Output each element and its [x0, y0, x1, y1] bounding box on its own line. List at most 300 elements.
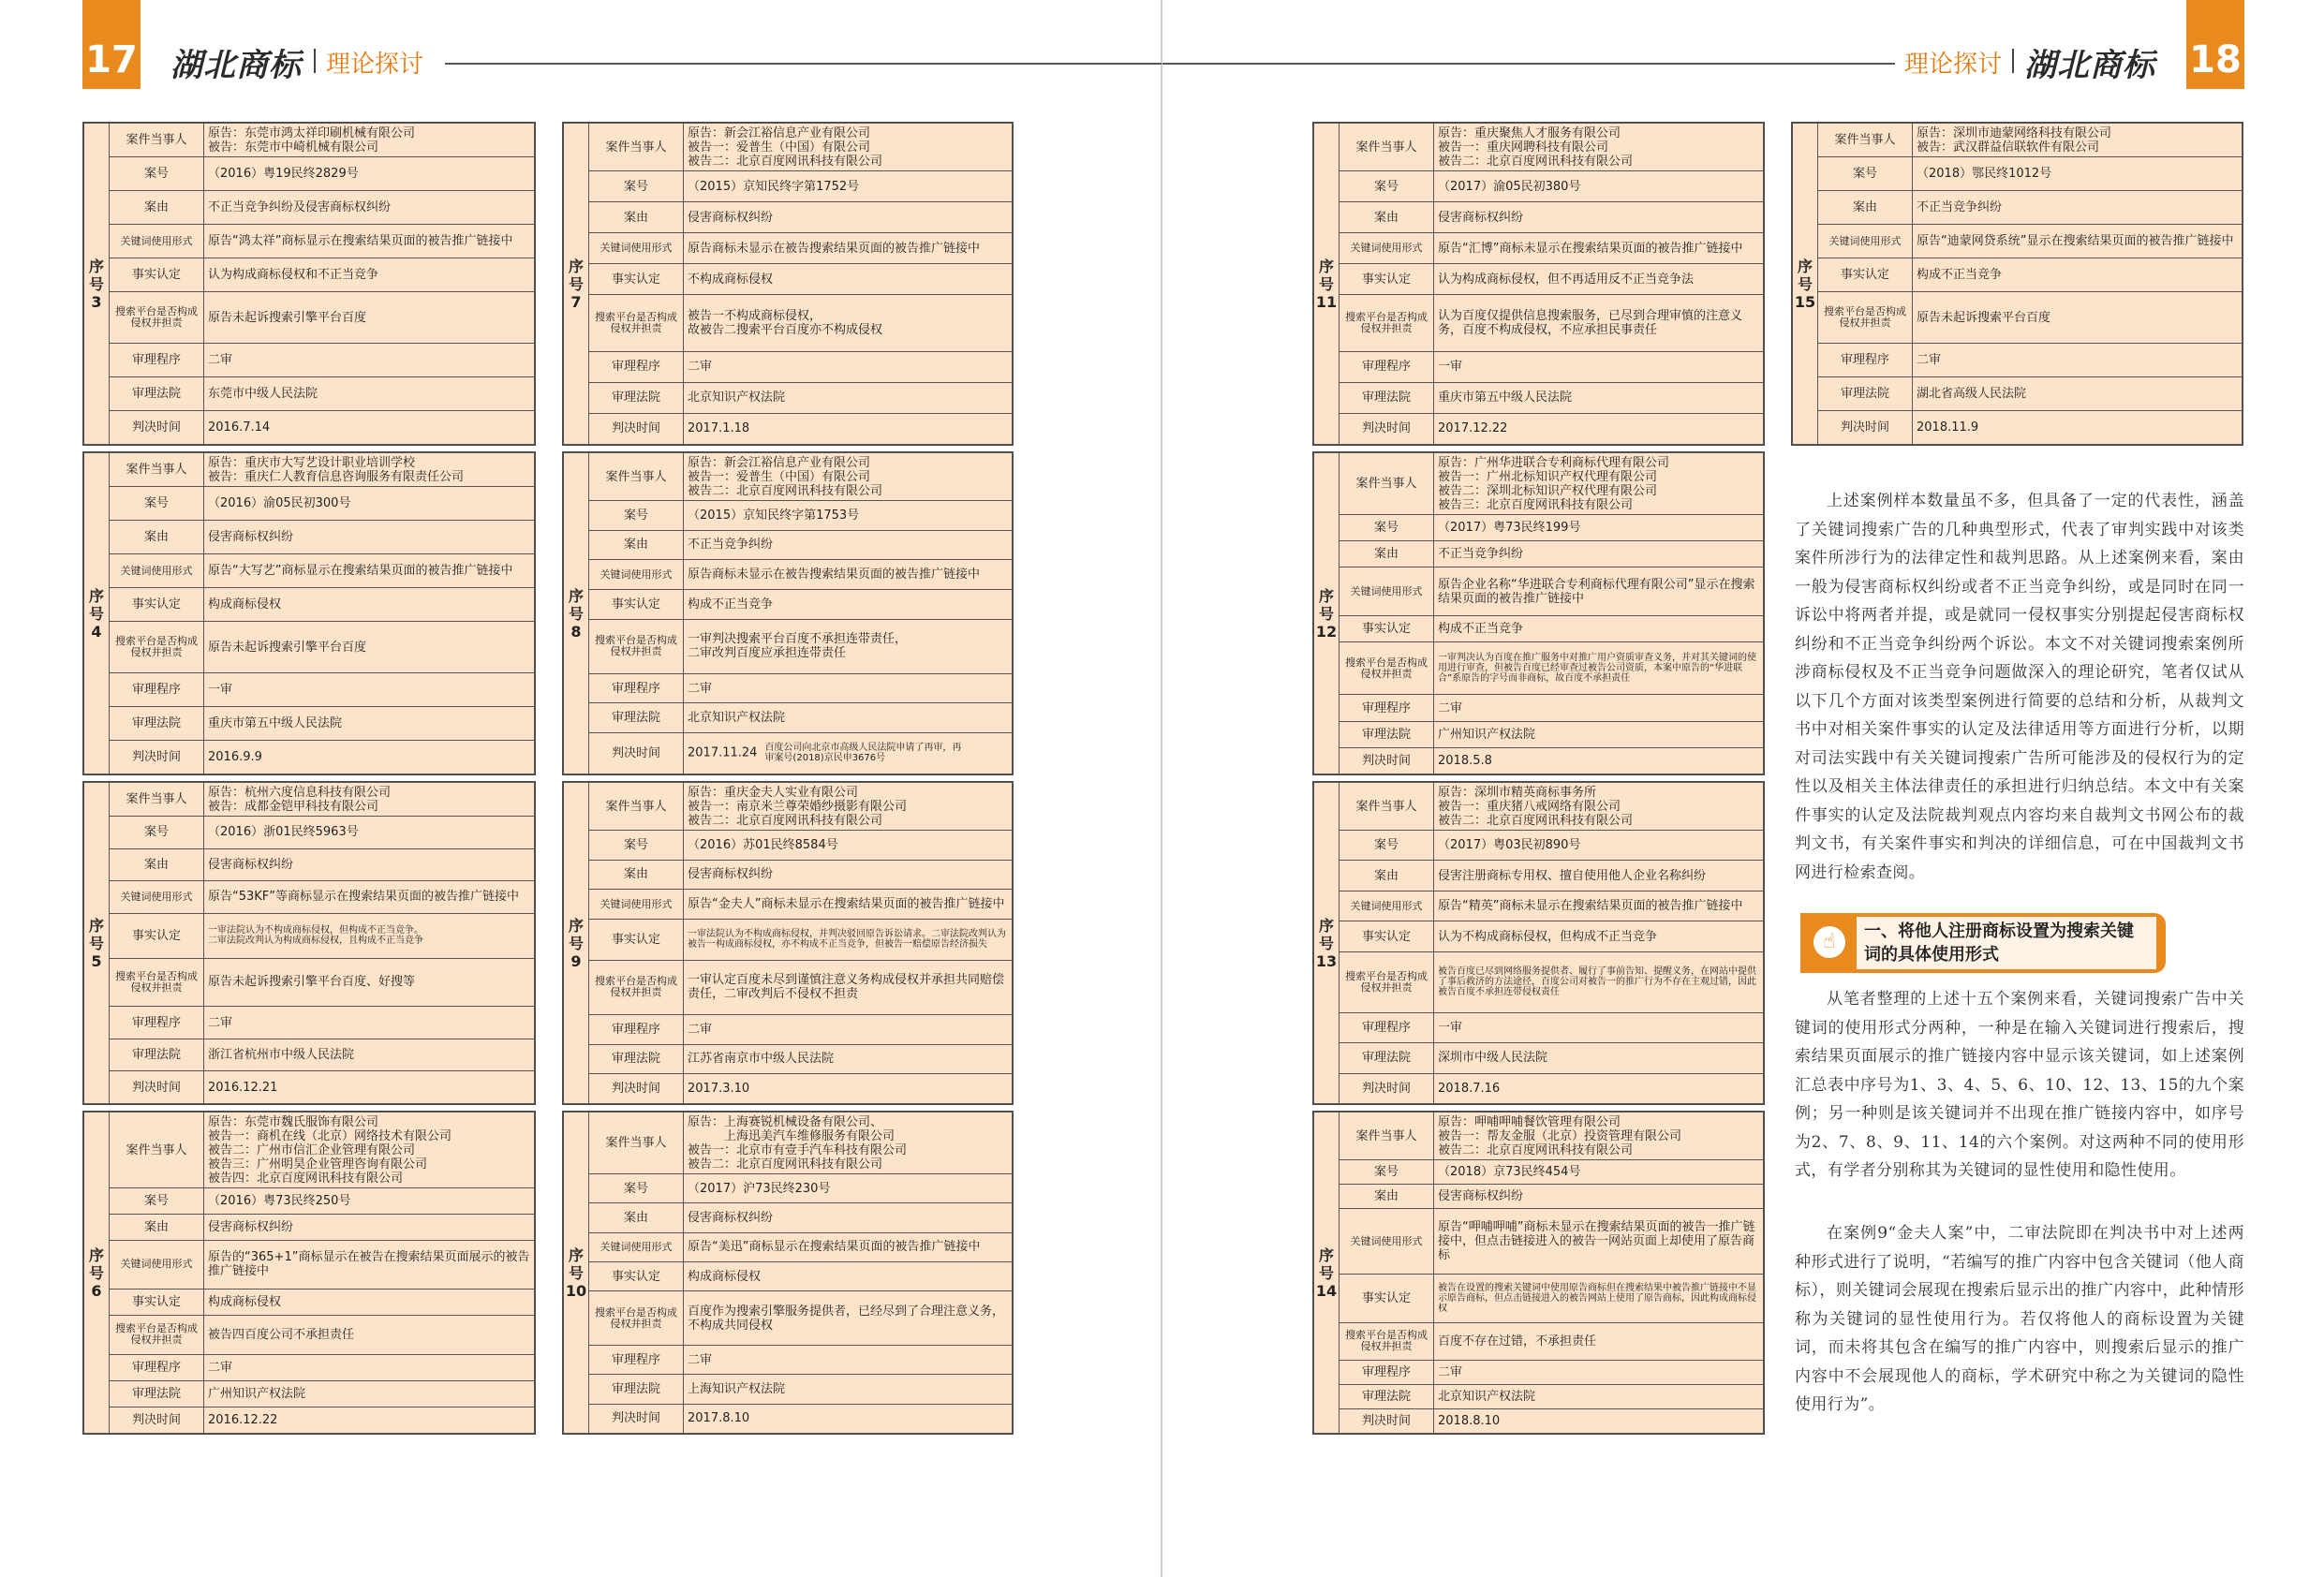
field-value-keyword-form: 原告“美迅”商标显示在搜索结果页面的被告推广链接中: [684, 1232, 1013, 1261]
field-label-court: 审理法院: [589, 382, 684, 413]
field-label-court: 审理法院: [589, 703, 684, 733]
field-value-platform: 原告未起诉搜索引擎平台百度: [204, 292, 535, 343]
field-label-parties: 案件当事人: [1818, 124, 1913, 157]
field-label-parties: 案件当事人: [1340, 783, 1434, 831]
field-value-parties: 原告：重庆市大写艺设计职业培训学校 被告：重庆仁人教育信息咨询服务有限责任公司: [204, 453, 535, 487]
field-label-court: 审理法院: [589, 1044, 684, 1074]
field-value-platform: 原告未起诉搜索引擎平台百度、好搜等: [204, 958, 535, 1007]
field-value-case-no: （2016）苏01民终8584号: [684, 831, 1013, 861]
field-value-keyword-form: 原告“迪蒙网贷系统”显示在搜索结果页面的被告推广链接中: [1913, 225, 2243, 258]
field-label-court: 审理法院: [1340, 1384, 1434, 1408]
field-value-case-no: （2017）渝05民初380号: [1434, 171, 1764, 202]
field-value-date: 2016.12.22: [204, 1407, 535, 1433]
field-label-platform: 搜索平台是否构成侵权并担责: [589, 960, 684, 1014]
seq-label: 序 号: [568, 586, 584, 623]
field-label-procedure: 审理程序: [1340, 1012, 1434, 1042]
field-label-case-no: 案号: [1818, 157, 1913, 191]
field-label-date: 判决时间: [1340, 1073, 1434, 1104]
field-label-keyword-form: 关键词使用形式: [110, 1241, 204, 1289]
field-value-facts: 构成不正当竞争: [1913, 258, 2243, 292]
field-value-court: 重庆市第五中级人民法院: [204, 706, 535, 740]
field-label-cause: 案由: [589, 202, 684, 233]
field-value-case-no: （2017）粤03民初890号: [1434, 831, 1764, 861]
field-label-date: 判决时间: [110, 410, 204, 444]
field-label-cause: 案由: [1818, 191, 1913, 225]
field-value-facts: 构成商标侵权: [684, 1262, 1013, 1291]
case-seq-number: [84, 1113, 110, 1434]
field-label-cause: 案由: [1340, 202, 1434, 233]
field-label-cause: 案由: [589, 860, 684, 890]
field-label-court: 审理法院: [1340, 721, 1434, 747]
field-value-cause: 侵害注册商标专用权、擅自使用他人企业名称纠纷: [1434, 861, 1764, 891]
field-label-case-no: 案号: [589, 501, 684, 531]
field-label-facts: 事实认定: [1340, 264, 1434, 295]
seq-label: 序 号: [88, 1245, 104, 1282]
page-number-right: 18: [2186, 0, 2244, 89]
field-label-cause: 案由: [110, 521, 204, 554]
brand-logo-right: 湖北商标: [2024, 47, 2155, 84]
case-seq-number: [84, 783, 110, 1104]
field-label-parties: 案件当事人: [589, 783, 684, 831]
header-divider: [314, 49, 316, 73]
case-seq-number: [84, 453, 110, 774]
field-label-case-no: 案号: [110, 1188, 204, 1215]
field-label-platform: 搜索平台是否构成侵权并担责: [110, 1315, 204, 1354]
field-value-keyword-form: 原告“精英”商标未显示在搜索结果页面的被告推广链接中: [1434, 891, 1764, 921]
field-label-facts: 事实认定: [1340, 615, 1434, 641]
seq-label: 序 号: [88, 586, 104, 623]
header-divider: [2012, 49, 2014, 73]
field-label-procedure: 审理程序: [1340, 1360, 1434, 1384]
field-label-keyword-form: 关键词使用形式: [110, 225, 204, 258]
section-heading: 一、将他人注册商标设置为搜索关键词的具体使用形式: [1857, 917, 2156, 969]
field-label-facts: 事实认定: [110, 913, 204, 958]
field-value-platform: 一审判决搜索平台百度不承担连带责任， 二审改判百度应承担连带责任: [684, 619, 1013, 673]
field-value-date: 2017.12.22: [1434, 413, 1764, 444]
field-value-facts: 被告在设置的搜索关键词中使用原告商标但在搜索结果中被告推广链接中不显示原告商标，但点击链接进入的被告网站上使用了原告商标，因此构成商标侵权: [1434, 1275, 1764, 1323]
field-value-parties: 原告：广州华进联合专利商标代理有限公司 被告一：广州北标知识产权代理有限公司 被告二：深圳北标知识产权代理有限公司 被告三：北京百度网讯科技有限公司: [1434, 453, 1764, 515]
field-label-case-no: 案号: [589, 831, 684, 861]
field-value-date: 2016.12.21: [204, 1071, 535, 1104]
field-label-date: 判决时间: [1818, 410, 1913, 444]
case-table: [562, 122, 1014, 446]
field-value-date: 2018.11.9: [1913, 410, 2243, 444]
section-heading-box: [1800, 913, 2166, 973]
field-value-cause: 不正当竞争纠纷及侵害商标权纠纷: [204, 191, 535, 225]
field-value-parties: 原告：上海赛锐机械设备有限公司、 上海迅美汽车维修服务有限公司 被告一：北京市有壹手汽车科技有限公司 被告二：北京百度网讯科技有限公司: [684, 1113, 1013, 1174]
field-value-cause: 不正当竞争纠纷: [684, 530, 1013, 560]
field-value-cause: 不正当竞争纠纷: [1913, 191, 2243, 225]
field-label-keyword-form: 关键词使用形式: [589, 560, 684, 590]
field-label-platform: 搜索平台是否构成侵权并担责: [589, 619, 684, 673]
field-value-platform: 原告未起诉搜索引擎平台百度: [204, 622, 535, 672]
field-value-parties: 原告：东莞市魏氏服饰有限公司 被告一：商机在线（北京）网络技术有限公司 被告二：广州市信汇企业管理有限公司 被告三：广州明昊企业管理咨询有限公司 被告四：北京百度网讯科技有限公司: [204, 1113, 535, 1188]
field-value-procedure: 二审: [684, 351, 1013, 382]
case-table: [562, 1111, 1014, 1435]
field-value-procedure: 二审: [204, 1007, 535, 1039]
field-value-platform: 原告未起诉搜索平台百度: [1913, 292, 2243, 343]
field-value-keyword-form: 原告的“365+1”商标显示在被告在搜索结果页面展示的被告推广链接中: [204, 1241, 535, 1289]
field-value-parties: 原告：东莞市鸿太祥印刷机械有限公司 被告：东莞市中崎机械有限公司: [204, 124, 535, 157]
field-label-parties: 案件当事人: [1340, 1113, 1434, 1160]
field-label-procedure: 审理程序: [1818, 343, 1913, 376]
field-label-procedure: 审理程序: [110, 672, 204, 706]
field-label-procedure: 审理程序: [110, 343, 204, 376]
field-value-case-no: （2018）京73民终454号: [1434, 1160, 1764, 1185]
seq-value: 12: [1315, 622, 1338, 641]
field-label-procedure: 审理程序: [1340, 351, 1434, 382]
field-value-facts: 认为构成商标侵权，但不再适用反不正当竞争法: [1434, 264, 1764, 295]
brand-logo-left: 湖北商标: [170, 47, 302, 84]
field-value-platform: 一审判决认为百度在推广服务中对推广用户资质审查义务，并对其关键词的使用进行审查，但被告百度已经审查过被告公司资质，本案中原告的“华进联合”系原告的字号而非商标，故百度不承担责任: [1434, 642, 1764, 695]
field-label-parties: 案件当事人: [589, 453, 684, 501]
field-value-keyword-form: 原告“鸿太祥”商标显示在搜索结果页面的被告推广链接中: [204, 225, 535, 258]
field-label-facts: 事实认定: [589, 264, 684, 295]
field-value-procedure: 二审: [204, 343, 535, 376]
section-title-left: 理论探讨: [326, 51, 424, 79]
field-label-court: 审理法院: [1818, 376, 1913, 410]
field-label-procedure: 审理程序: [589, 1345, 684, 1374]
hand-pointer-icon: ☝: [1813, 926, 1845, 958]
field-value-date: 2018.8.10: [1434, 1408, 1764, 1433]
seq-value: 10: [565, 1281, 587, 1300]
field-value-facts: 不构成商标侵权: [684, 264, 1013, 295]
field-value-date: 2017.11.24 百度公司向北京市高级人民法院申请了再审，再审案号(2018)京民申3676号: [684, 732, 1013, 774]
field-label-cause: 案由: [1340, 1185, 1434, 1209]
field-value-case-no: （2016）浙01民终5963号: [204, 817, 535, 849]
field-value-case-no: （2015）京知民终字第1753号: [684, 501, 1013, 531]
field-value-keyword-form: 原告企业名称“华进联合专利商标代理有限公司”显示在搜索结果页面的被告推广链接中: [1434, 567, 1764, 616]
seq-label: 序 号: [568, 1245, 584, 1282]
field-label-keyword-form: 关键词使用形式: [1340, 567, 1434, 616]
field-label-platform: 搜索平台是否构成侵权并担责: [110, 622, 204, 672]
field-value-facts: 构成不正当竞争: [1434, 615, 1764, 641]
seq-value: 5: [91, 951, 102, 970]
field-label-parties: 案件当事人: [589, 1113, 684, 1174]
field-value-date: 2017.8.10: [684, 1404, 1013, 1433]
field-label-facts: 事实认定: [110, 1289, 204, 1315]
field-label-platform: 搜索平台是否构成侵权并担责: [589, 1291, 684, 1345]
field-label-parties: 案件当事人: [1340, 453, 1434, 515]
seq-value: 4: [91, 622, 102, 641]
field-value-court: 江苏省南京市中级人民法院: [684, 1044, 1013, 1074]
field-label-procedure: 审理程序: [1340, 695, 1434, 721]
field-value-procedure: 二审: [684, 1345, 1013, 1374]
seq-value: 3: [91, 292, 102, 311]
case-table: [82, 1111, 536, 1435]
date-note: 百度公司向北京市高级人民法院申请了再审，再审案号(2018)京民申3676号: [764, 743, 962, 764]
field-label-court: 审理法院: [110, 1039, 204, 1071]
field-label-keyword-form: 关键词使用形式: [1340, 1209, 1434, 1275]
seq-value: 8: [570, 622, 582, 641]
field-value-procedure: 二审: [684, 673, 1013, 703]
field-label-platform: 搜索平台是否构成侵权并担责: [1340, 642, 1434, 695]
field-value-procedure: 二审: [1434, 695, 1764, 721]
field-value-parties: 原告：重庆聚焦人才服务有限公司 被告一：重庆网聘科技有限公司 被告二：北京百度网讯科技有限公司: [1434, 124, 1764, 171]
field-value-case-no: （2016）粤73民终250号: [204, 1188, 535, 1215]
body-paragraph-3: 在案例9“金夫人案”中，二审法院即在判决书中对上述两种形式进行了说明，“若编写的推广内容中包含关键词（他人商标），则关键词会展现在搜索后显示出的推广内容中，此种情形称为关键词的显性使用行为。若仅将他人的商标设置为关键词，而未将其包含在编写的推广内容中，则搜索后显示的推广内容中不会展现他人的商标，学术研究中称之为关键词的隐性使用行为”。: [1795, 1224, 2244, 1414]
field-value-keyword-form: 原告“呷哺呷哺”商标未显示在搜索结果页面的被告一推广链接中，但点击链接进入的被告一网站页面上却使用了原告商标: [1434, 1209, 1764, 1275]
field-label-court: 审理法院: [110, 1380, 204, 1407]
section-title-right: 理论探讨: [1904, 51, 2003, 79]
field-value-facts: 认为不构成商标侵权，但构成不正当竞争: [1434, 921, 1764, 951]
field-label-facts: 事实认定: [1340, 1275, 1434, 1323]
case-table: [82, 781, 536, 1105]
field-value-parties: 原告：新会江裕信息产业有限公司 被告一：爱普生（中国）有限公司 被告二：北京百度网讯科技有限公司: [684, 124, 1013, 171]
field-label-platform: 搜索平台是否构成侵权并担责: [1340, 295, 1434, 352]
field-value-facts: 构成商标侵权: [204, 588, 535, 622]
field-label-cause: 案由: [589, 1203, 684, 1232]
field-label-date: 判决时间: [589, 1404, 684, 1433]
field-value-keyword-form: 原告“大写艺”商标显示在搜索结果页面的被告推广链接中: [204, 554, 535, 588]
field-label-date: 判决时间: [589, 413, 684, 444]
field-label-facts: 事实认定: [1340, 921, 1434, 951]
field-value-court: 湖北省高级人民法院: [1913, 376, 2243, 410]
field-value-keyword-form: 原告“汇博”商标未显示在搜索结果页面的被告推广链接中: [1434, 233, 1764, 264]
seq-label: 序 号: [1797, 257, 1813, 293]
field-value-platform: 被告四百度公司不承担责任: [204, 1315, 535, 1354]
field-value-date: 2017.1.18: [684, 413, 1013, 444]
field-label-court: 审理法院: [1340, 382, 1434, 413]
field-value-cause: 侵害商标权纠纷: [684, 1203, 1013, 1232]
field-value-facts: 构成不正当竞争: [684, 589, 1013, 619]
field-value-cause: 侵害商标权纠纷: [204, 521, 535, 554]
field-label-court: 审理法院: [589, 1375, 684, 1404]
field-value-cause: 侵害商标权纠纷: [1434, 202, 1764, 233]
field-label-facts: 事实认定: [589, 919, 684, 960]
case-seq-number: [1793, 124, 1818, 445]
field-value-keyword-form: 原告商标未显示在被告搜索结果页面的被告推广链接中: [684, 560, 1013, 590]
field-value-date: 2017.3.10: [684, 1074, 1013, 1104]
seq-value: 7: [570, 292, 582, 311]
field-label-case-no: 案号: [1340, 1160, 1434, 1185]
field-value-court: 东莞市中级人民法院: [204, 376, 535, 410]
field-value-court: 北京知识产权法院: [1434, 1384, 1764, 1408]
field-value-cause: 侵害商标权纠纷: [204, 1215, 535, 1241]
case-seq-number: [564, 783, 589, 1104]
seq-value: 15: [1794, 292, 1816, 311]
field-value-procedure: 二审: [1913, 343, 2243, 376]
field-value-court: 广州知识产权法院: [204, 1380, 535, 1407]
field-value-court: 北京知识产权法院: [684, 382, 1013, 413]
header-rule-left: [445, 63, 1162, 65]
field-label-date: 判决时间: [110, 1407, 204, 1433]
case-seq-number: [1314, 783, 1340, 1104]
field-value-cause: 侵害商标权纠纷: [684, 860, 1013, 890]
field-value-case-no: （2015）京知民终字第1752号: [684, 171, 1013, 202]
field-value-procedure: 一审: [1434, 1012, 1764, 1042]
field-label-keyword-form: 关键词使用形式: [1340, 891, 1434, 921]
field-value-parties: 原告：重庆金夫人实业有限公司 被告一：南京米兰尊荣婚纱摄影有限公司 被告二：北京百度网讯科技有限公司: [684, 783, 1013, 831]
field-value-keyword-form: 原告商标未显示在被告搜索结果页面的被告推广链接中: [684, 233, 1013, 264]
field-value-platform: 一审认定百度未尽到谨慎注意义务构成侵权并承担共同赔偿责任，二审改判后不侵权不担责: [684, 960, 1013, 1014]
field-label-case-no: 案号: [1340, 831, 1434, 861]
case-seq-number: [564, 124, 589, 445]
field-value-platform: 百度作为搜索引擎服务提供者，已经尽到了合理注意义务，不构成共同侵权: [684, 1291, 1013, 1345]
field-value-case-no: （2018）鄂民终1012号: [1913, 157, 2243, 191]
case-table: [1312, 122, 1765, 446]
field-value-date: 2018.5.8: [1434, 747, 1764, 774]
field-value-case-no: （2016）粤19民终2829号: [204, 157, 535, 191]
seq-label: 序 号: [568, 257, 584, 293]
field-label-platform: 搜索平台是否构成侵权并担责: [110, 292, 204, 343]
field-label-date: 判决时间: [1340, 747, 1434, 774]
field-value-procedure: 一审: [204, 672, 535, 706]
field-value-parties: 原告：新会江裕信息产业有限公司 被告一：爱普生（中国）有限公司 被告二：北京百度网讯科技有限公司: [684, 453, 1013, 501]
seq-value: 14: [1315, 1281, 1338, 1300]
field-value-date: 2018.7.16: [1434, 1073, 1764, 1104]
field-value-facts: 一审法院认为不构成商标侵权，并判决驳回原告诉讼请求。二审法院改判认为被告一构成商标侵权，亦不构成不正当竞争，但被告一赔偿原告经济损失: [684, 919, 1013, 960]
seq-label: 序 号: [88, 257, 104, 293]
field-label-parties: 案件当事人: [110, 783, 204, 817]
field-value-keyword-form: 原告“53KF”等商标显示在搜索结果页面的被告推广链接中: [204, 881, 535, 914]
field-label-keyword-form: 关键词使用形式: [110, 554, 204, 588]
field-value-parties: 原告：呷哺呷哺餐饮管理有限公司 被告一：帮友金服（北京）投资管理有限公司 被告二：北京百度网讯科技有限公司: [1434, 1113, 1764, 1160]
field-label-facts: 事实认定: [110, 588, 204, 622]
field-value-case-no: （2017）粤73民终199号: [1434, 515, 1764, 541]
field-label-facts: 事实认定: [110, 258, 204, 292]
case-seq-number: [84, 124, 110, 445]
field-label-keyword-form: 关键词使用形式: [110, 881, 204, 914]
field-label-cause: 案由: [110, 848, 204, 881]
field-label-facts: 事实认定: [1818, 258, 1913, 292]
field-label-court: 审理法院: [1340, 1043, 1434, 1073]
field-value-facts: 认为构成商标侵权和不正当竞争: [204, 258, 535, 292]
field-value-parties: 原告：杭州六度信息科技有限公司 被告：成都金铠甲科技有限公司: [204, 783, 535, 817]
field-value-date: 2016.7.14: [204, 410, 535, 444]
field-value-procedure: 二审: [204, 1354, 535, 1380]
field-label-cause: 案由: [1340, 541, 1434, 567]
case-seq-number: [1314, 453, 1340, 774]
field-label-platform: 搜索平台是否构成侵权并担责: [589, 295, 684, 352]
case-table: [1312, 1111, 1765, 1435]
seq-value: 11: [1315, 292, 1338, 311]
seq-value: 9: [570, 951, 582, 970]
field-value-case-no: （2016）渝05民初300号: [204, 487, 535, 521]
field-label-cause: 案由: [589, 530, 684, 560]
field-label-platform: 搜索平台是否构成侵权并担责: [1818, 292, 1913, 343]
field-label-case-no: 案号: [110, 157, 204, 191]
field-label-keyword-form: 关键词使用形式: [589, 233, 684, 264]
seq-label: 序 号: [1318, 257, 1334, 293]
field-value-court: 广州知识产权法院: [1434, 721, 1764, 747]
case-table: [562, 781, 1014, 1105]
field-label-case-no: 案号: [110, 487, 204, 521]
field-label-parties: 案件当事人: [110, 1113, 204, 1188]
seq-label: 序 号: [1318, 916, 1334, 952]
body-paragraph-1: 上述案例样本数量虽不多，但具备了一定的代表性，涵盖了关键词搜索广告的几种典型形式，代表了审判实践中对该类案件所涉行为的法律定性和裁判思路。从上述案例来看，案由一般为侵害商标权纠纷或者不正当竞争纠纷，或是同时在同一诉讼中将两者并提，或是就同一侵权事实分别提起侵害商标权纠纷和不正当竞争纠纷两个诉讼。本文不对关键词搜索案例所涉商标侵权及不正当竞争问题做深入的理论研究，笔者仅试从以下几个方面对该类型案例进行简要的总结和分析，从裁判文书中对相关案件事实的认定及法律适用等方面进行分析，以期对司法实践中有关关键词搜索广告所可能涉及的侵权行为的定性以及相关主体法律责任的承担进行归纳总结。本文中有关案件事实的认定及法院裁判观点内容均来自裁判文书网公布的裁判文书，有关案件事实和判决的详细信息，可在中国裁判文书网进行检索查阅。: [1795, 492, 2244, 882]
field-value-facts: 构成商标侵权: [204, 1289, 535, 1315]
field-label-parties: 案件当事人: [589, 124, 684, 171]
field-label-cause: 案由: [1340, 861, 1434, 891]
field-value-platform: 认为百度仅提供信息搜索服务，已尽到合理审慎的注意义务，百度不构成侵权，不应承担民事责任: [1434, 295, 1764, 352]
case-seq-number: [564, 453, 589, 774]
case-table: [82, 122, 536, 446]
body-paragraph-2: 从笔者整理的上述十五个案例来看，关键词搜索广告中关键词的使用形式分两种，一种是在输入关键词进行搜索后，搜索结果页面展示的推广链接内容中显示该关键词，如上述案例汇总表中序号为1、3、4、5、6、10、12、13、15的九个案例；另一种则是该关键词并不出现在推广链接内容中，如序号为2、7、8、9、11、14的六个案例。对这两种不同的使用形式，有学者分别称其为关键词的显性使用和隐性使用。: [1795, 990, 2244, 1180]
case-table: [82, 451, 536, 775]
field-label-keyword-form: 关键词使用形式: [1340, 233, 1434, 264]
field-value-procedure: 一审: [1434, 351, 1764, 382]
field-label-procedure: 审理程序: [589, 1014, 684, 1044]
field-value-facts: 一审法院认为不构成商标侵权，但构成不正当竞争。 二审法院改判认为构成商标侵权，且构成不正当竞争: [204, 913, 535, 958]
case-table: [1312, 451, 1765, 775]
field-label-case-no: 案号: [1340, 171, 1434, 202]
field-label-procedure: 审理程序: [110, 1007, 204, 1039]
field-value-platform: 被告一不构成商标侵权， 故被告二搜索平台百度亦不构成侵权: [684, 295, 1013, 352]
field-label-parties: 案件当事人: [110, 124, 204, 157]
field-label-platform: 搜索平台是否构成侵权并担责: [1340, 1323, 1434, 1360]
case-seq-number: [564, 1113, 589, 1434]
header-rule-right: [1162, 63, 1895, 65]
field-label-parties: 案件当事人: [110, 453, 204, 487]
field-value-platform: 百度不存在过错，不承担责任: [1434, 1323, 1764, 1360]
field-value-cause: 侵害商标权纠纷: [1434, 1185, 1764, 1209]
field-value-cause: 不正当竞争纠纷: [1434, 541, 1764, 567]
field-label-case-no: 案号: [589, 171, 684, 202]
field-label-case-no: 案号: [1340, 515, 1434, 541]
field-label-date: 判决时间: [589, 732, 684, 774]
field-label-platform: 搜索平台是否构成侵权并担责: [1340, 951, 1434, 1012]
field-value-date: 2016.9.9: [204, 740, 535, 774]
field-label-parties: 案件当事人: [1340, 124, 1434, 171]
field-value-court: 重庆市第五中级人民法院: [1434, 382, 1764, 413]
seq-label: 序 号: [1318, 1245, 1334, 1282]
field-label-procedure: 审理程序: [589, 351, 684, 382]
case-seq-number: [1314, 1113, 1340, 1434]
field-label-date: 判决时间: [1340, 1408, 1434, 1433]
seq-label: 序 号: [88, 916, 104, 952]
field-label-procedure: 审理程序: [110, 1354, 204, 1380]
field-label-facts: 事实认定: [589, 1262, 684, 1291]
field-value-court: 上海知识产权法院: [684, 1375, 1013, 1404]
field-label-court: 审理法院: [110, 376, 204, 410]
field-label-date: 判决时间: [589, 1074, 684, 1104]
case-table: [562, 451, 1014, 775]
field-label-case-no: 案号: [110, 817, 204, 849]
field-label-keyword-form: 关键词使用形式: [1818, 225, 1913, 258]
field-label-date: 判决时间: [110, 1071, 204, 1104]
case-table: [1791, 122, 2243, 446]
field-label-cause: 案由: [110, 191, 204, 225]
field-value-cause: 侵害商标权纠纷: [204, 848, 535, 881]
field-label-procedure: 审理程序: [589, 673, 684, 703]
field-label-case-no: 案号: [589, 1174, 684, 1203]
field-value-procedure: 二审: [684, 1014, 1013, 1044]
field-value-parties: 原告：深圳市迪蒙网络科技有限公司 被告：武汉群益信联软件有限公司: [1913, 124, 2243, 157]
field-value-keyword-form: 原告“金夫人”商标未显示在搜索结果页面的被告推广链接中: [684, 890, 1013, 920]
field-label-date: 判决时间: [1340, 413, 1434, 444]
field-value-procedure: 二审: [1434, 1360, 1764, 1384]
field-label-date: 判决时间: [110, 740, 204, 774]
field-label-cause: 案由: [110, 1215, 204, 1241]
seq-label: 序 号: [568, 916, 584, 952]
field-label-facts: 事实认定: [589, 589, 684, 619]
seq-label: 序 号: [1318, 586, 1334, 623]
field-label-keyword-form: 关键词使用形式: [589, 890, 684, 920]
field-label-platform: 搜索平台是否构成侵权并担责: [110, 958, 204, 1007]
case-seq-number: [1314, 124, 1340, 445]
field-value-platform: 被告百度已尽到网络服务提供者、履行了事前告知、提醒义务，在网站中提供了事后救济的方法途径，百度公司对被告一的推广行为不存在主观过错，因此被告百度不承担连带侵权责任: [1434, 951, 1764, 1012]
field-value-court: 北京知识产权法院: [684, 703, 1013, 733]
seq-value: 6: [91, 1281, 102, 1300]
field-value-court: 浙江省杭州市中级人民法院: [204, 1039, 535, 1071]
seq-value: 13: [1315, 951, 1338, 970]
field-value-cause: 侵害商标权纠纷: [684, 202, 1013, 233]
field-label-keyword-form: 关键词使用形式: [589, 1232, 684, 1261]
field-value-court: 深圳市中级人民法院: [1434, 1043, 1764, 1073]
field-value-parties: 原告：深圳市精英商标事务所 被告一：重庆猪八戒网络有限公司 被告二：北京百度网讯科技有限公司: [1434, 783, 1764, 831]
field-value-case-no: （2017）沪73民终230号: [684, 1174, 1013, 1203]
